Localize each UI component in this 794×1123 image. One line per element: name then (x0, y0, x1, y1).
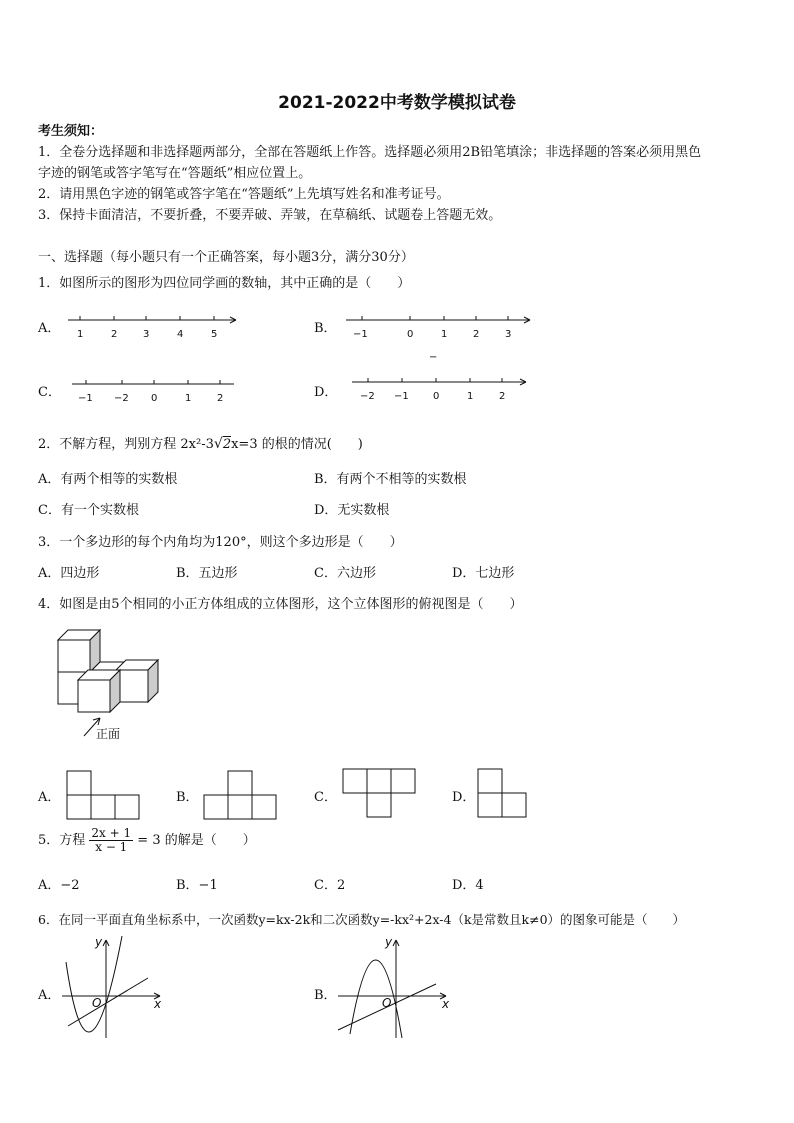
tick-label: 1 (77, 329, 84, 340)
origin-label: O (92, 996, 102, 1010)
axis-x-label: x (154, 997, 162, 1011)
q6-stem: 6．在同一平面直角坐标系中，一次函数y=kx-2k和二次函数y=-kx²+2x-4（k是常数且k≠0）的图象可能是（ ） (38, 912, 686, 927)
q2-option-d[interactable]: D．无实数根 (314, 503, 390, 518)
front-label: 正面 (96, 727, 121, 741)
tick-label: 2 (499, 391, 506, 402)
tick-label: 2 (473, 329, 480, 340)
axis-y-label: y (95, 935, 103, 949)
q4-option-b-label[interactable]: B． (176, 790, 199, 805)
q4-option-b-view (203, 770, 279, 822)
tick-label: 0 (151, 393, 158, 404)
q5-fraction (89, 827, 133, 854)
page-title: 2021-2022中考数学模拟试卷 (278, 93, 516, 113)
q5-option-a[interactable]: A．−2 (38, 878, 80, 893)
q6-graph-a (60, 934, 170, 1042)
q5-option-c[interactable]: C．2 (314, 878, 346, 893)
q3-option-c[interactable]: C．六边形 (314, 566, 376, 581)
tick-label: −1 (78, 393, 93, 404)
notice-heading: 考生须知： (38, 124, 104, 139)
tick-label: 2 (111, 329, 118, 340)
tick-label: −1 (394, 391, 409, 402)
q6-graph-b (336, 934, 456, 1042)
q1-option-a-label: A． (38, 321, 61, 336)
q2-stem (38, 433, 363, 452)
q3-option-d[interactable]: D．七边形 (452, 566, 515, 581)
tick-label: −1 (353, 329, 368, 340)
q5-stem-pre: 5．方程 (38, 833, 86, 848)
tick-label: 1 (441, 329, 448, 340)
q4-cube-figure (50, 624, 170, 744)
q6-option-a-label[interactable]: A． (38, 988, 61, 1003)
q1-option-d-label: D． (314, 385, 338, 400)
sqrt-sign: √ (213, 436, 223, 452)
q2-option-b[interactable]: B．有两个不相等的实数根 (314, 472, 467, 487)
q4-option-c-label[interactable]: C． (314, 790, 337, 805)
tick-label: 0 (407, 329, 414, 340)
tick-label: 5 (211, 329, 218, 340)
tick-label: −2 (114, 393, 129, 404)
axis-x-label: x (442, 997, 450, 1011)
q1-numberline-b (344, 310, 534, 363)
stray-mark: − (429, 352, 438, 363)
q4-option-d-view (477, 768, 529, 820)
q5-denominator: x − 1 (95, 840, 128, 854)
notice-line: 3．保持卡面清洁，不要折叠，不要弄破、弄皱，在草稿纸、试题卷上答题无效。 (38, 208, 502, 223)
q5-stem (38, 827, 256, 854)
tick-label: 1 (467, 391, 474, 402)
tick-label: 3 (143, 329, 150, 340)
q4-option-d-label[interactable]: D． (452, 790, 476, 805)
q1-option-c-label: C． (38, 385, 61, 400)
tick-label: 0 (433, 391, 440, 402)
q4-option-a-label[interactable]: A． (38, 790, 61, 805)
q5-stem-post: = 3 的解是（ ） (137, 833, 256, 848)
q6-option-b-label[interactable]: B． (314, 988, 337, 1003)
tick-label: 1 (185, 393, 192, 404)
q3-stem: 3．一个多边形的每个内角均为120°，则这个多边形是（ ） (38, 535, 403, 550)
q1-option-b-label: B． (314, 321, 337, 336)
tick-label: 2 (217, 393, 224, 404)
q5-numerator: 2x + 1 (91, 826, 132, 840)
notice-line: 2．请用黑色字迹的钢笔或答字笔在“答题纸”上先填写姓名和准考证号。 (38, 187, 450, 202)
q3-option-b[interactable]: B．五边形 (176, 566, 238, 581)
section-heading: 一、选择题（每小题只有一个正确答案，每小题3分，满分30分） (38, 250, 414, 265)
notice-line: 1．全卷分选择题和非选择题两部分，全部在答题纸上作答。选择题必须用2B铅笔填涂；非选择题的答案必须用黑色 (38, 145, 702, 160)
q2-stem-post: x=3 的根的情况( ) (231, 437, 363, 452)
tick-label: 3 (505, 329, 512, 340)
q2-sqrt-value: 2 (222, 437, 232, 452)
q2-option-a[interactable]: A．有两个相等的实数根 (38, 472, 178, 487)
q3-option-a[interactable]: A．四边形 (38, 566, 100, 581)
q1-numberline-c (70, 374, 240, 404)
q1-stem: 1．如图所示的图形为四位同学画的数轴，其中正确的是（ ） (38, 276, 411, 291)
tick-label: 4 (177, 329, 184, 340)
q4-stem: 4．如图是由5个相同的小正方体组成的立体图形，这个立体图形的俯视图是（ ） (38, 597, 523, 612)
q2-option-c[interactable]: C．有一个实数根 (38, 503, 139, 518)
axis-y-label: y (385, 935, 393, 949)
q4-option-a-view (66, 770, 142, 822)
q1-numberline-d (350, 372, 530, 402)
q5-option-b[interactable]: B．−1 (176, 878, 218, 893)
q4-option-c-view (342, 768, 418, 820)
q1-numberline-a (66, 310, 246, 340)
tick-label: −2 (360, 391, 375, 402)
q5-option-d[interactable]: D．4 (452, 878, 484, 893)
notice-line: 字迹的钢笔或答字笔写在“答题纸”相应位置上。 (38, 166, 312, 181)
origin-label: O (382, 996, 392, 1010)
q2-stem-pre: 2．不解方程，判别方程 2x²-3 (38, 437, 214, 452)
